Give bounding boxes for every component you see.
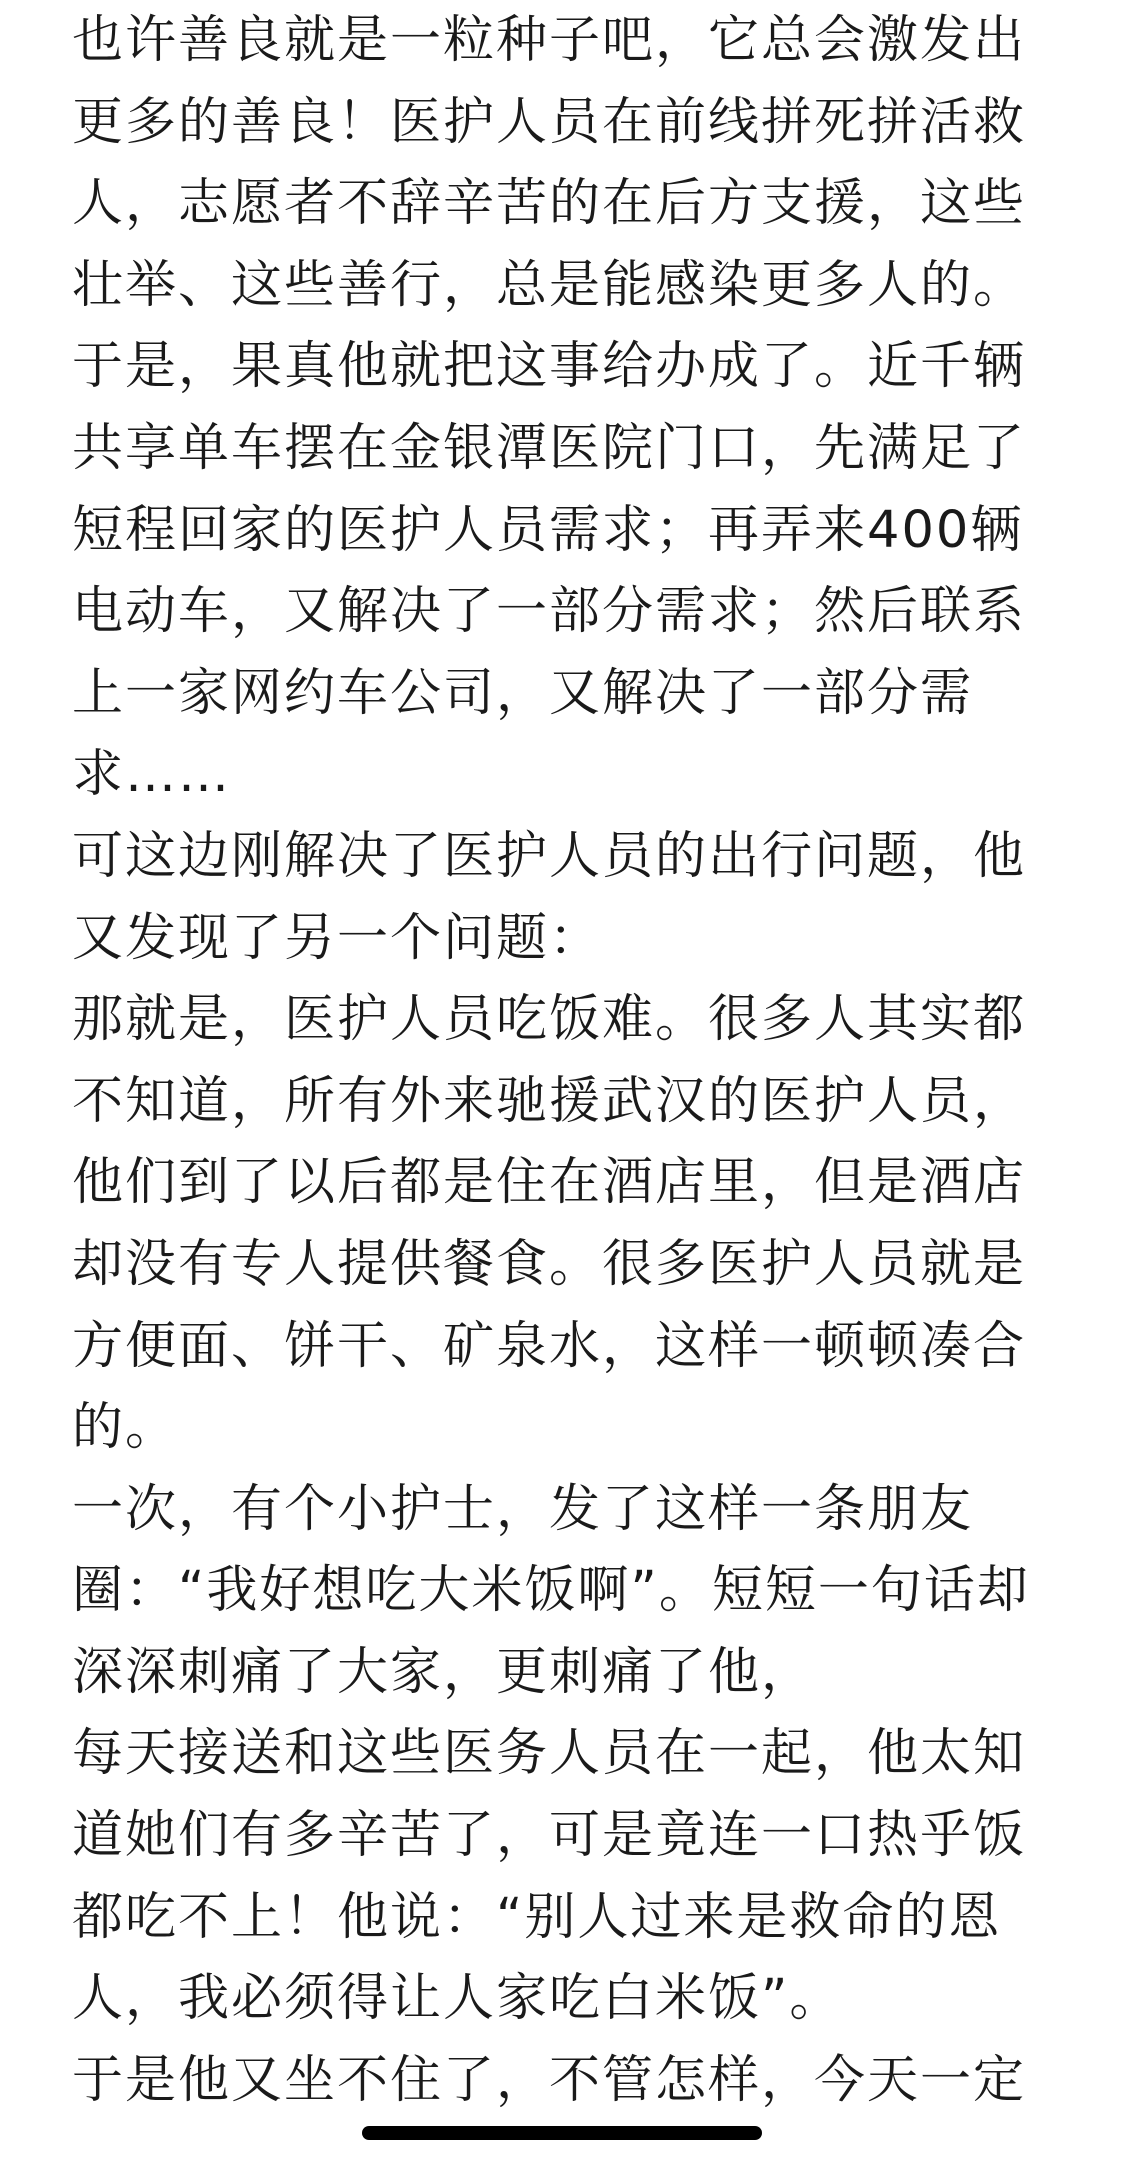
text-line: 共享单车摆在金银潭医院门口，先满足了: [72, 418, 1027, 478]
text-line: 的。: [72, 1398, 179, 1458]
text-line: 更多的善良！医护人员在前线拼死拼活救: [72, 92, 1027, 152]
home-indicator[interactable]: [362, 2126, 762, 2140]
text-line: 不知道，所有外来驰援武汉的医护人员，: [72, 1071, 1027, 1131]
text-line: 电动车，又解决了一部分需求；然后联系: [72, 582, 1027, 642]
text-line: 人，志愿者不辞辛苦的在后方支援，这些: [72, 174, 1027, 234]
text-line: 又发现了另一个问题：: [72, 908, 603, 968]
text-line: 他们到了以后都是住在酒店里，但是酒店: [72, 1153, 1027, 1213]
text-line: 求……: [72, 745, 232, 805]
text-line: 那就是，医护人员吃饭难。很多人其实都: [72, 990, 1027, 1050]
text-line: 方便面、饼干、矿泉水，这样一顿顿凑合: [72, 1316, 1027, 1376]
text-line: 也许善良就是一粒种子吧，它总会激发出: [72, 11, 1027, 70]
text-line: 道她们有多辛苦了，可是竟连一口热乎饭: [72, 1806, 1027, 1866]
text-line: 深深刺痛了大家，更刺痛了他，: [72, 1642, 815, 1702]
text-line: 却没有专人提供餐食。很多医护人员就是: [72, 1234, 1027, 1294]
article-body: [72, 0, 1072, 2121]
text-line: 短程回家的医护人员需求；再弄来400辆: [72, 500, 1024, 560]
text-line: 壮举、这些善行，总是能感染更多人的。: [72, 255, 1027, 315]
text-line: 都吃不上！他说：“别人过来是救命的恩: [72, 1887, 1002, 1947]
text-line: 可这边刚解决了医护人员的出行问题，他: [72, 826, 1027, 886]
text-line: 每天接送和这些医务人员在一起，他太知: [72, 1724, 1027, 1784]
text-line: 圈：“我好想吃大米饭啊”。短短一句话却: [72, 1561, 1030, 1621]
text-line: 一次，有个小护士，发了这样一条朋友: [72, 1479, 974, 1539]
text-line: 于是，果真他就把这事给办成了。近千辆: [72, 337, 1027, 397]
text-line: 人，我必须得让人家吃白米饭”。: [72, 1969, 843, 2029]
text-line: 于是他又坐不住了，不管怎样，今天一定: [72, 2050, 1027, 2110]
text-line: 上一家网约车公司，又解决了一部分需: [72, 663, 974, 723]
